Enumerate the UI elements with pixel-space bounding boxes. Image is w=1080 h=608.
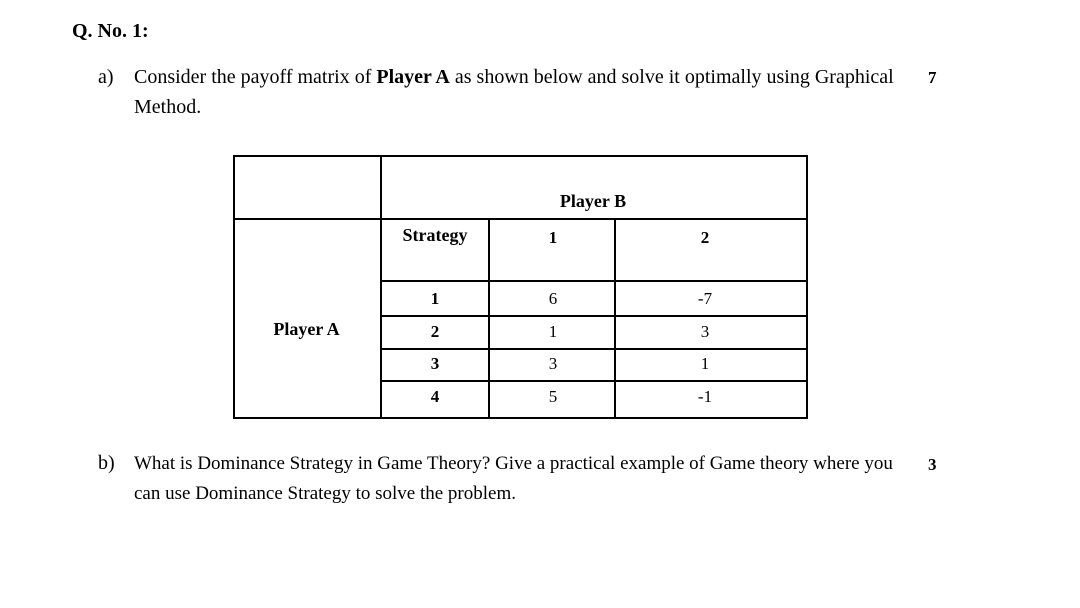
table-border-top [233, 155, 808, 157]
payoff-r1-c2: -7 [697, 289, 713, 308]
payoff-r3-c2: 1 [700, 354, 710, 373]
table-line-header [233, 218, 808, 220]
strategy-row-1: 1 [430, 289, 440, 308]
table-border-right [806, 155, 808, 419]
question-heading: Q. No. 1: [72, 20, 149, 42]
part-a-question-text [134, 62, 894, 122]
payoff-r1-c1: 6 [548, 289, 558, 308]
strategy-label: Strategy [402, 225, 468, 245]
column-header-2: 2 [700, 228, 710, 247]
table-line-row1 [380, 315, 808, 317]
payoff-matrix-table [233, 155, 808, 419]
part-b-question-text: What is Dominance Strategy in Game Theory? Give a practical example of Game theory where you can use Dominance Strategy to solve the problem. [134, 453, 893, 504]
part-b-marks: 3 [928, 455, 937, 474]
part-a-player-a-bold: Player A [376, 66, 450, 88]
payoff-r2-c2: 3 [700, 322, 710, 341]
table-line-row3 [380, 380, 808, 382]
payoff-r2-c1: 1 [548, 322, 558, 341]
part-b-label: b) [98, 452, 115, 474]
table-border-left [233, 155, 235, 419]
part-a-marks: 7 [928, 68, 937, 87]
part-a-text-start: Consider the payoff matrix of [134, 66, 377, 88]
table-line-strategy [380, 280, 808, 282]
part-a-text-end: as shown below and solve it optimally using Graphical Method. [134, 66, 894, 118]
table-line-row2 [380, 348, 808, 350]
table-line-col3 [614, 218, 616, 419]
strategy-row-3: 3 [430, 354, 440, 373]
part-a-label: a) [98, 66, 114, 88]
player-b-label: Player B [559, 191, 627, 211]
player-a-label: Player A [273, 319, 340, 339]
strategy-row-4: 4 [430, 387, 440, 406]
strategy-row-2: 2 [430, 322, 440, 341]
payoff-r4-c1: 5 [548, 387, 558, 406]
payoff-r4-c2: -1 [697, 387, 713, 406]
table-line-col1 [380, 155, 382, 419]
column-header-1: 1 [548, 228, 558, 247]
table-border-bottom [233, 417, 808, 419]
payoff-r3-c1: 3 [548, 354, 558, 373]
